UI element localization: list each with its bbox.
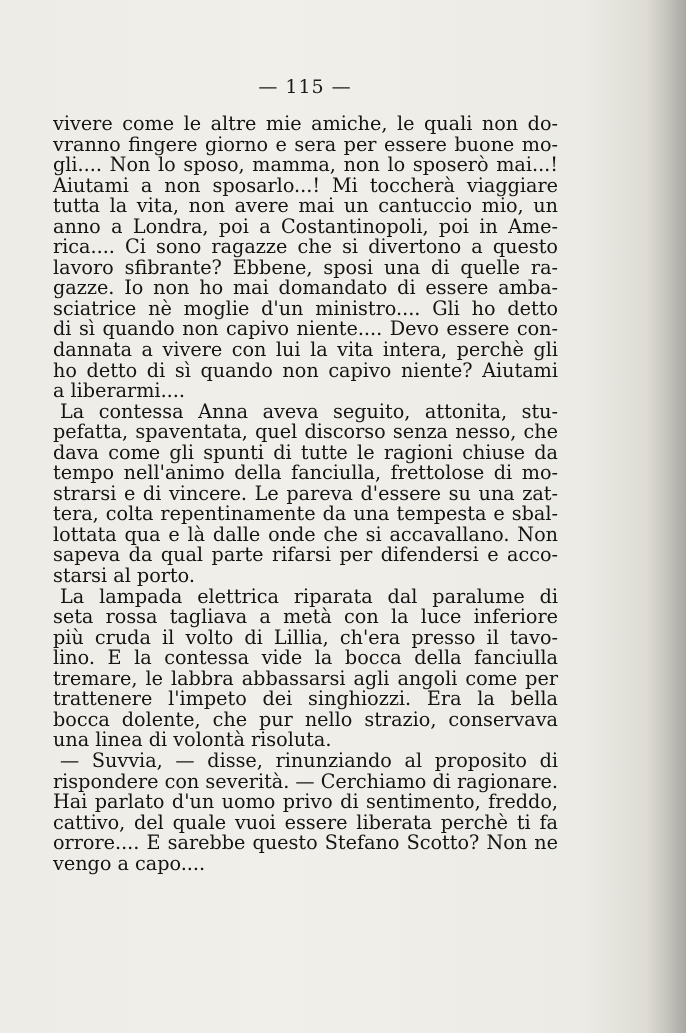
text-line: anno a Londra, poi a Costantinopoli, poi in Ame- [53,214,558,238]
text-line: dava come gli spunti di tutte le ragioni chiuse da [53,440,558,464]
text-line: pefatta, spaventata, quel discorso senza nesso, che [53,420,558,444]
text-line: dannata a vivere con lui la vita intera, perchè gli [53,338,558,362]
text-line: sciatrice nè moglie d'un ministro.... Gli ho detto [53,296,558,320]
text-line: trattenere l'impeto dei singhiozzi. Era la bella [53,687,558,711]
text-line: rispondere con severità. — Cerchiamo di ragionare. [53,769,558,793]
text-line: vivere come le altre mie amiche, le quali non do- [53,112,558,135]
text-line: cattivo, del quale vuoi essere liberata perchè ti fa [53,810,558,834]
text-line: La lampada elettrica riparata dal paralume di [60,584,558,608]
page-edge-shadow [646,0,686,1033]
body-text [53,114,558,874]
text-line: tempo nell'animo della fanciulla, frettolose di mo- [53,461,558,485]
text-line: una linea di volontà risoluta. [53,728,332,752]
text-line: bocca dolente, che pur nello strazio, conservava [53,707,558,731]
text-line: vengo a capo.... [53,851,206,875]
text-line: tremare, le labbra abbassarsi agli angoli come per [53,666,558,690]
text-line: gli.... Non lo sposo, mamma, non lo sposerò mai...! [53,153,558,177]
text-line: vranno fingere giorno e sera per essere buone mo- [53,132,558,156]
text-line: tera, colta repentinamente da una tempesta e sbal- [53,502,558,526]
text-line: La contessa Anna aveva seguito, attonita, stu- [60,399,558,423]
text-line: più cruda il volto di Lillia, ch'era presso il tavo- [53,625,558,649]
page-number: — 115 — [258,76,352,98]
text-line: gazze. Io non ho mai domandato di essere amba- [53,276,558,300]
text-line: ho detto di sì quando non capivo niente? Aiutami [53,358,558,382]
text-line: orrore.... E sarebbe questo Stefano Scotto? Non ne [53,831,558,855]
text-line: rica.... Ci sono ragazze che si divertono a questo [53,235,558,259]
text-line: strarsi e di vincere. Le pareva d'essere su una zat- [53,481,558,505]
text-line: — Suvvia, — disse, rinunziando al proposito di [60,748,558,772]
text-line: lottata qua e là dalle onde che si accavallano. Non [53,522,558,546]
text-line: lavoro sfibrante? Ebbene, sposi una di quelle ra- [53,255,558,279]
text-line: lino. E la contessa vide la bocca della fanciulla [53,646,558,670]
text-line: Hai parlato d'un uomo privo di sentimento, freddo, [53,790,558,814]
text-line: starsi al porto. [53,564,195,588]
text-line: tutta la vita, non avere mai un cantuccio mio, un [53,194,558,218]
text-line: Aiutami a non sposarlo...! Mi toccherà viaggiare [53,173,558,197]
text-line: sapeva da qual parte rifarsi per difendersi e acco- [53,543,558,567]
text-line: di sì quando non capivo niente.... Devo essere con- [53,317,558,341]
text-line: a liberarmi.... [53,379,185,403]
text-line: seta rossa tagliava a metà con la luce inferiore [53,605,558,629]
